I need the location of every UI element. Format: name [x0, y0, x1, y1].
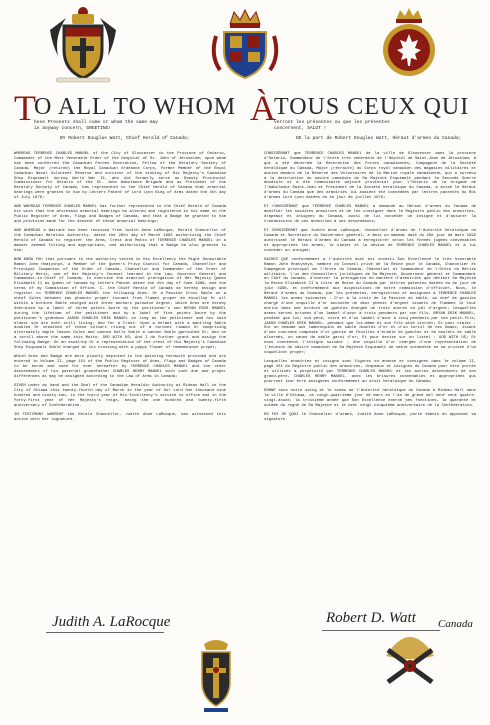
paragraph: WHEREAS TERRENCE CHARLES MANUEL of the City of Gloucester in the Province of Ontario, Commander of the Most Venerable Order of the Hospital of St. John of Jerusalem, upon whom has been conferred the Canadian Forces Decoration, Fellow of the Heraldry Society of Canada, Major (retired) the Royal Canadian Ordnance Corps, former Member of the Royal Canadian Naval Volunteer Reserve and survivor of the sinking of His Majesty's Canadian Ship Esquimalt during World War II, who did formerly serve as Deputy Provincial Commissioner for Ontario of the St. John Ambulance Brigade and as President of the Heraldry Society of Canada, has represented to the Chief Herald of Canada that armorial bearings were granted to him by Letters Patent of Lord Lyon King of Arms dated the 4th day of July 1976;	[14, 152, 226, 201]
paragraph: Which Arms and Badge are more plainly depicted in the painting herewith provided and are entered in Volume II, page 151 of the Public Register of Arms, Flags and Badges of Canada to be borne and used for ever hereafter by TERRENCE CHARLES MANUEL and the other descendants of his paternal grandfather CHARLES HENRY MANUEL with such due and proper differences as may be assigned according to the Law of Arms in Canada;	[14, 355, 226, 379]
paragraph: AND WHEREAS a Warrant has been received from Judith Anne LaRocque, Herald Chancellor of the Canadian Heraldic Authority, dated the 29th day of March 1992 authorizing the Chief Herald of Canada to register the Arms, Crest and Motto of TERRENCE CHARLES MANUEL in a manner deemed fitting and appropriate, and authorizing that a Badge be also granted to him;	[14, 229, 226, 253]
paragraph: ET CONSIDÉRANT que TERRENCE CHARLES MANUEL a demandé au Héraut d'armes du Canada de modifier les susdites armoiries et de les consigner dans le Registre public des armoiries, drapeaux et insignes du Canada, aussi de lui concéder un insigne et d'assurer la transmission de ses armoiries à ses descendants;	[264, 205, 476, 224]
paragraph: EN FOI DE QUOI le Chancelier d'armes, Judith Anne LaRocque, porte témoin en apposant sa signature.	[264, 412, 476, 422]
manuel-coat-of-arms-icon	[44, 6, 122, 84]
french-text-column	[264, 152, 476, 427]
paragraph: SACHEZ QUE conformément à l'autorité dont est investi Son Excellence le très honorable Ramon John Hnatyshyn, membre du Conseil privé de la Reine pour le Canada, Chancelier et Compagnon principal de l'Ordre du Canada, Chancelier et Commandeur de l'Ordre du Mérite militaire, l'un des Conseillers juridiques de Sa Majesté, Gouverneur général et Commandant en Chef du Canada, d'exercer la prérogative en matière d'armoiries que détient Sa Majesté la Reine Elizabeth II à titre de Reine du Canada par lettres patentes datées du 4e jour de juin 1988, et conformément aux dispositions de notre commission d'officier, Nous, le Héraut d'armes du Canada, par les présentes, enregistrons et assignons à TERRENCE CHARLES MANUEL les armes suivantes : D'or à la croix de la Passion de sable, au chef de gueules chargé d'une coquille d'or accostée de deux phénix d'argent issants de flammes le tout enclos dans une bordure de gueules chargée de trois ancres en pal d'argent; lesquelles armes seront brisées d'un lambel d'azur à trois pendants par son fils, BRYAN ERIK MANUEL, pendant que lui, son père, vivra et d'un lambel d'azur à cinq pendants par son petit-fils, JASON CHARLES ERIK MANUEL, pendant que lui-même et son fils aîné vivront; Et pour cimier : Sur un heaume aux lambrequins de sable doublés d'or et d'un tortil de ces émaux, issant d'une couronne composée d'or garnie de feuilles d'érable de gueules et de boulets de sable alternés, un canon de sable garni d'or; Et pour devise sur un listel : GOD WITH US; Et nous concédons l'insigne suivant : Une coquille d'or chargée d'une représentation de l'écusson du navire canadien de Sa Majesté Esquimalt de sable surmontée en sa croisée d'un coquelicot proper;	[264, 257, 476, 355]
right-signature-title: Canada	[438, 618, 473, 630]
paragraph: Lesquelles armoiries et insigne sont figurés en annexe et consignés dans le volume II, page 151 du Registre public des armoiries, drapeaux et insignes du Canada pour être portés et utilisés à perpétuité par TERRENCE CHARLES MANUEL et les autres descendants de son grand-père, CHARLES HENRY MANUEL, avec les brisures convenables et appropriées qui pourront leur être assignées conformément au droit héraldique du Canada;	[264, 360, 476, 384]
left-byline: BY Robert Douglas Watt, Chief Herald of Canada;	[60, 136, 190, 141]
right-heading: TOUS CEUX QUI	[274, 94, 470, 120]
left-heading: O ALL TO WHOM	[34, 94, 237, 120]
left-salutation: hese Presents shall come or whom the same may in anyway concern, GREETING!	[34, 120, 159, 131]
canadian-heraldic-authority-badge-icon	[370, 6, 448, 84]
esquimalt-cross-badge-icon	[380, 622, 440, 697]
paragraph: ET CONSIDÉRANT que Judith Anne LaRocque, chancelier d'armes de l'Autorité héraldique du Canada et Secrétaire du Gouverneur général, a émis un mandat daté du 29e jour de mars 1992 autorisant le Héraut d'armes du Canada à enregistrer selon les formes jugées convenables et appropriées les armes, le cimier et la devise de TERRENCE CHARLES MANUEL et à lui concéder un insigne;	[264, 229, 476, 253]
right-signature: Robert D. Watt	[326, 610, 416, 626]
left-signature: Judith A. LaRocque	[52, 614, 171, 630]
paragraph: GIVEN under my hand and the Seal of the Canadian Heraldic Authority at Rideau Hall in the City of Ottawa this twenty-fourth day of March in the year of Our Lord One thousand nine hundred and ninety-two, in the third year of His Excellency's service in office and in the forty-first year of Her Majesty's reign, being the one hundred and twenty-fifth anniversary of Confederation.	[14, 383, 226, 408]
paragraph: CONSIDÉRANT que TERRENCE CHARLES MANUEL de la ville de Gloucester dans la province d'Ontario, Commandeur de l'Ordre très vénérable de l'Hôpital de Saint-Jean de Jérusalem, à qui a été décernée la Décoration des Forces canadiennes, Compagnon de la Société héraldique du Canada, Major (retraité) du Corps royal canadien des magasins militaires et ancien membre de la Réserve des Volontaires de la Marine royale canadienne, qui a survécu à la destruction du navire canadien de Sa Majesté Esquimalt pendant la Seconde Guerre mondiale et a été Commissaire adjoint provincial pour l'Ontario de la brigade de l'Ambulance Saint-Jean et Président de la Société héraldique du Canada, a avisé le Héraut d'armes du Canada que des armoiries lui avaient été concédées par lettres patentes du Roi d'armes Lord Lyon datées du 4e jour de juillet 1976;	[264, 152, 476, 201]
paragraph: AND WHEREAS TERRENCE CHARLES MANUEL has further represented to the Chief Herald of Canada his wish that the aforesaid armorial bearings be altered and registered in his name in the Public Register of Arms, Flags and Badges of Canada, and that a Badge be granted to him and provision made for the descent of these armorial bearings;	[14, 205, 226, 224]
right-salutation: verront les présentes ou que les présentes concernent, SALUT !	[274, 120, 390, 131]
royal-crown-arms-icon	[206, 6, 284, 84]
paragraph: NOW KNOW YOU that pursuant to the authority vested in His Excellency the Right Honourable Ramon John Hnatyshyn, a Member of the Queen's Privy Council for Canada, Chancellor and Principal Companion of the Order of Canada, Chancellor and Commander of the Order of Military Merit, one of Her Majesty's Counsel learned in the Law, Governor General and Commander-in-Chief of Canada, to exercise the armorial prerogative of Her Majesty Queen Elizabeth II as Queen of Canada by Letters Patent dated the 4th day of June 1988, and the terms of my Commission of Office, I, the Chief Herald of Canada do hereby assign and register to TERRENCE CHARLES MANUEL the following Arms: Or a Passion Cross Sable on a chief Gules between two phoenix proper issuant from flames proper an escallop Or all within a bordure Sable charged with three anchors palewise Argent; which Arms are hereby debruised by a label of three points Azure by the petitioner's son BRYAN ERIK MANUEL during the lifetime of the petitioner and by a label of five points Azure by the petitioner's grandson JASON CHARLES ERIK MANUEL so long as the petitioner and his said eldest son are both still living; And for a Crest: Upon a helmet with a mantling Sable doubled Or wreathed of these colours rising out of a coronet rimmed Or comprising alternately maple leaves Gules and cannon balls Sable a cannon Sable garnished Or; And on a scroll above the same this Motto: GOD WITH US; And I do further grant and assign the following Badge: On an escallop Or a representation of the crest of His Majesty's Canadian Ship Esquimalt Sable charged at its crossing with a poppy flower of remembrance proper;	[14, 257, 226, 351]
left-dropcap: T	[14, 88, 36, 128]
english-text-column	[14, 152, 226, 427]
manuel-badge-escallop-icon	[196, 636, 236, 723]
right-dropcap: À	[250, 88, 276, 128]
left-signature-line	[46, 632, 164, 633]
paragraph: IN TESTIMONY WHEREOF the Herald Chancellor, Judith Anne LaRocque, has witnessed this action with her signature.	[14, 412, 226, 422]
paragraph: DONNÉ sous notre seing et le sceau de l'Autorité héraldique du Canada à Rideau Hall dans la ville d'Ottawa, ce vingt-quatrième jour de mars en l'an de grâce mil neuf cent quatre-vingt-douze, la troisième année que Son Excellence exerce ses fonctions, la quarante et unième du règne de Sa Majesté et le cent vingt-cinquième anniversaire de la Confédération.	[264, 388, 476, 408]
right-byline: DE la part de Robert Douglas Watt, Héraut d'armes du Canada;	[296, 136, 462, 141]
